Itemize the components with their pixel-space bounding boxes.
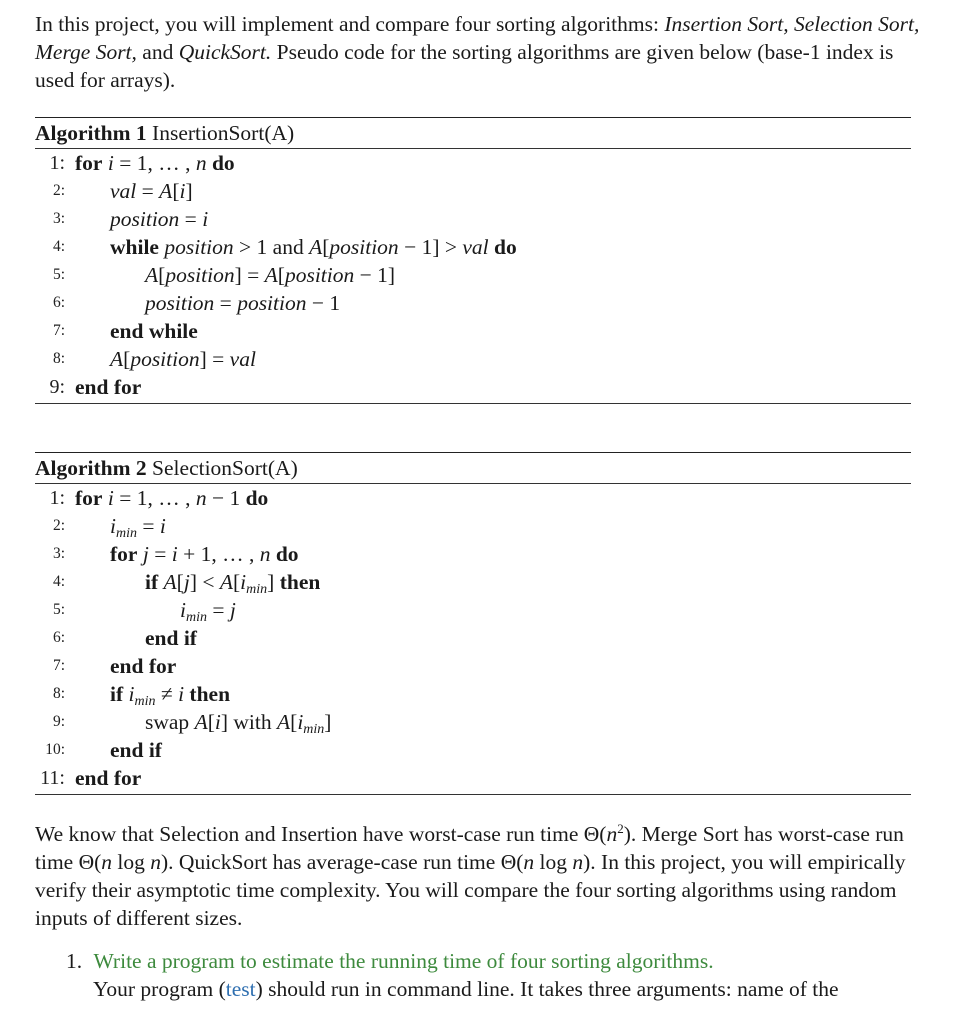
algo2-line-9: 9: swap A[i] with $A[i_{min}]$ [35, 708, 911, 736]
intro-paragraph [35, 10, 920, 94]
algo2-line-7: 7: end for [35, 652, 911, 680]
algo1-name: InsertionSort(A) [152, 121, 295, 145]
line-number: 2: [52, 182, 65, 199]
item-title: Write a program to estimate the running time of four sorting algorithms. [93, 949, 714, 973]
line-number: 5: [52, 266, 65, 283]
line-number: 7: [52, 322, 65, 339]
intro-algorithms: Insertion Sort, Selection Sort, Merge Sort, [35, 12, 920, 64]
body-text-a: We know that Selection and Insertion have worst-case run time Θ( [35, 822, 607, 846]
algo1-line-9: 9: end for [35, 373, 911, 401]
algo1-line-7: 7: end while [35, 317, 911, 345]
algo2-line-3: 3: for j = i + 1, … , n do [35, 540, 911, 568]
line-number: 3: [52, 210, 65, 227]
algo2-body [35, 484, 911, 794]
line-number: 6: [52, 294, 65, 311]
algo1-line-8: 8: A[position] = val [35, 345, 911, 373]
algo1-line-5: 5: A[position] = A[position − 1] [35, 261, 911, 289]
algo2-line-11: 11: end for [35, 764, 911, 792]
line-number: 11: [40, 767, 65, 789]
test-link[interactable]: test [225, 977, 256, 1001]
line-number: 3: [52, 545, 65, 562]
line-number: 6: [52, 629, 65, 646]
algo1-bottom-rule [35, 403, 911, 404]
intro-quicksort: QuickSort. [178, 40, 272, 64]
line-number: 8: [52, 350, 65, 367]
algo2-bottom-rule [35, 794, 911, 795]
line-number: 2: [52, 517, 65, 534]
line-number: 7: [52, 657, 65, 674]
intro-text: In this project, you will implement and compare four sorting algorithms: [35, 12, 665, 36]
algo2-name: SelectionSort(A) [152, 456, 298, 480]
line-number: 4: [52, 238, 65, 255]
line-number: 8: [52, 685, 65, 702]
line-number: 9: [52, 713, 65, 730]
algo2-line-10: 10: end if [35, 736, 911, 764]
algo1-body [35, 149, 911, 403]
algorithm-1-box [35, 117, 911, 404]
body-text-b: ). Merge Sort has worst-case run time Θ( [35, 822, 904, 874]
list-item-1 [66, 947, 916, 975]
algo2-line-1: 1: for i = 1, … , n − 1 do [35, 484, 911, 512]
algo2-line-6: 6: end if [35, 624, 911, 652]
line-number: 4: [52, 573, 65, 590]
intro-text-end: Pseudo code for the sorting algorithms are given below (base-1 index is used for arrays). [35, 40, 894, 92]
algo1-line-6: 6: position = position − 1 [35, 289, 911, 317]
line-number: 10: [45, 741, 65, 758]
algo2-line-5: 5: $i_{min} = j$ [35, 596, 911, 624]
algo2-line-2: 2: $i_{min} = i$ [35, 512, 911, 540]
algo2-label: Algorithm 2 [35, 456, 147, 480]
algo1-line-4: 4: while position > 1 and A[position − 1] > val do [35, 233, 911, 261]
complexity-paragraph: We know that Selection and Insertion have worst-case run time $\Theta(n^2)$. Merge Sort has worst-case run time Θ(n log n). QuickSort has average-case run time Θ(n log n). In this project, you will empirically verify their asymptotic time complexity. You will compare the four sorting algorithms using random inputs of different sizes. [35, 821, 906, 930]
algo2-line-4: 4: if $A[j] < A[i_{min}]$ then [35, 568, 911, 596]
body-text-c: ). QuickSort has average-case run time Θ( [161, 850, 524, 874]
body-text-d: ). In this project, you will empirically verify their asymptotic time complexity. You will compare the four sorting algorithms using random inputs of different sizes. [35, 850, 906, 930]
algo2-line-8: 8: if $i_{min} \ne i$ then [35, 680, 911, 708]
algo2-title [35, 453, 911, 483]
line-number: 9: [49, 376, 65, 398]
algo1-line-2: 2: val = A[i] [35, 177, 911, 205]
algo1-line-1: 1: for i = 1, … , n do [35, 149, 911, 177]
list-item-1-line-2 [93, 975, 933, 1003]
item-text-a: Your program ( [93, 977, 226, 1001]
line-number: 1: [49, 487, 65, 509]
algo1-label: Algorithm 1 [35, 121, 147, 145]
intro-and: and [136, 40, 179, 64]
line-number: 5: [52, 601, 65, 618]
item-text-b: ) should run in command line. It takes three arguments: name of the [255, 977, 839, 1001]
algo1-title [35, 118, 911, 148]
line-number: 1: [49, 152, 65, 174]
algorithm-2-box [35, 452, 911, 795]
list-number: 1. [66, 949, 83, 973]
algo1-line-3: 3: position = i [35, 205, 911, 233]
